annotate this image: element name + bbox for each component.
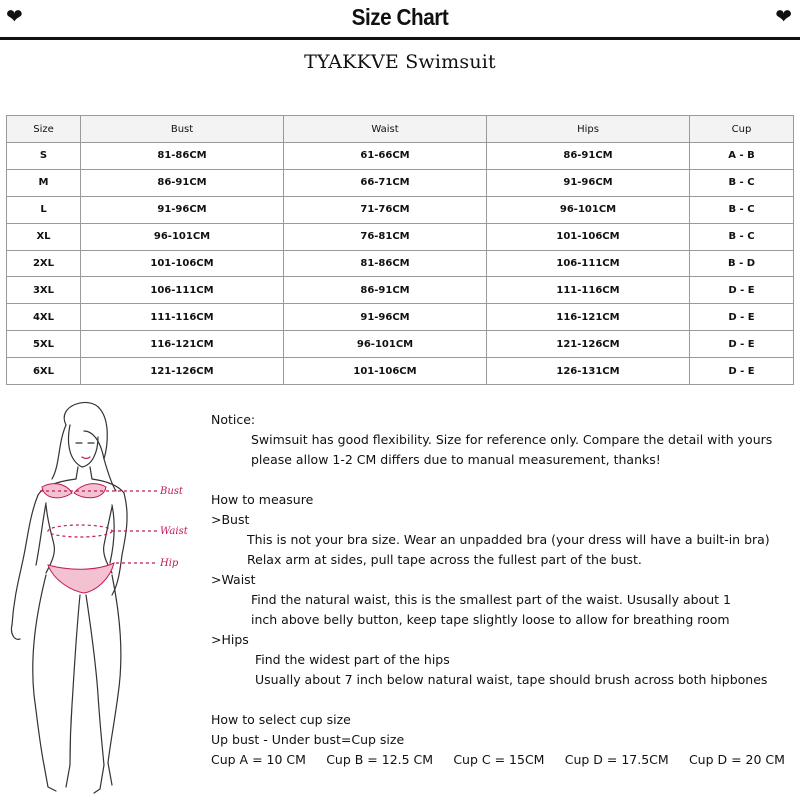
cup-size-item: Cup D = 17.5CM [564,752,669,767]
hips-cell: 126-131CM [487,358,690,385]
cup-size-item: Cup A = 10 CM [211,752,306,767]
bust-instruction: Relax arm at sides, pull tape across the fullest part of the bust. [247,552,642,567]
table-row [7,277,794,304]
measurement-figure-illustration [0,395,205,800]
hips-cell: 101-106CM [487,223,690,250]
table-row [7,331,794,358]
waist-cell: 91-96CM [284,304,487,331]
column-header-hips: Hips [487,116,690,143]
bust-cell: 111-116CM [81,304,284,331]
measure-heading: How to measure [211,492,314,507]
size-cell: 3XL [7,277,81,304]
waist-cell: 96-101CM [284,331,487,358]
cup-size-item: Cup B = 12.5 CM [326,752,434,767]
cup-size-list [211,750,785,770]
hips-cell: 111-116CM [487,277,690,304]
size-cell: L [7,196,81,223]
cup-cell: B - C [690,223,794,250]
cup-cell: D - E [690,304,794,331]
table-row [7,169,794,196]
size-cell: S [7,143,81,170]
size-cell: M [7,169,81,196]
heart-icon: ❤ [775,4,792,28]
bust-cell: 86-91CM [81,169,284,196]
column-header-size: Size [7,116,81,143]
header [0,0,800,40]
waist-label: Waist [160,526,188,537]
bust-cell: 116-121CM [81,331,284,358]
column-header-bust: Bust [81,116,284,143]
waist-cell: 61-66CM [284,143,487,170]
bust-instruction: This is not your bra size. Wear an unpadded bra (your dress will have a built-in bra) [247,532,770,547]
cup-cell: D - E [690,277,794,304]
cup-size-item: Cup D = 20 CM [688,752,785,767]
table-row [7,358,794,385]
hips-cell: 106-111CM [487,250,690,277]
cup-size-item: Cup C = 15CM [453,752,545,767]
cup-cell: B - D [690,250,794,277]
hip-label: Hip [160,558,179,569]
table-row [7,304,794,331]
hips-cell: 86-91CM [487,143,690,170]
cup-select-heading: How to select cup size [211,712,351,727]
hips-cell: 91-96CM [487,169,690,196]
table-row [7,196,794,223]
table-row [7,143,794,170]
cup-formula: Up bust - Under bust=Cup size [211,732,405,747]
size-cell: 4XL [7,304,81,331]
bust-cell: 106-111CM [81,277,284,304]
bust-heading: >Bust [211,512,250,527]
notice-heading: Notice: [211,412,256,427]
bust-cell: 81-86CM [81,143,284,170]
table-row [7,223,794,250]
cup-cell: A - B [690,143,794,170]
waist-cell: 66-71CM [284,169,487,196]
page-title: Size Chart [351,4,449,30]
cup-cell: D - E [690,358,794,385]
waist-heading: >Waist [211,572,256,587]
cup-cell: B - C [690,196,794,223]
hips-heading: >Hips [211,632,249,647]
header-divider [0,37,800,40]
waist-instruction: inch above belly button, keep tape slightly loose to allow for breathing room [251,612,730,627]
waist-cell: 101-106CM [284,358,487,385]
waist-cell: 81-86CM [284,250,487,277]
waist-cell: 71-76CM [284,196,487,223]
table-header-row [7,116,794,143]
bust-cell: 96-101CM [81,223,284,250]
size-table [6,115,794,385]
brand-name: TYAKKVE Swimsuit [304,51,496,73]
table-row [7,250,794,277]
size-cell: 5XL [7,331,81,358]
column-header-waist: Waist [284,116,487,143]
waist-cell: 86-91CM [284,277,487,304]
hips-instruction: Usually about 7 inch below natural waist, tape should brush across both hipbones [255,672,768,687]
bust-cell: 101-106CM [81,250,284,277]
instructions-panel [211,410,796,770]
cup-cell: D - E [690,331,794,358]
size-cell: XL [7,223,81,250]
hips-instruction: Find the widest part of the hips [255,652,450,667]
bust-cell: 121-126CM [81,358,284,385]
cup-cell: B - C [690,169,794,196]
size-cell: 2XL [7,250,81,277]
bust-cell: 91-96CM [81,196,284,223]
hips-cell: 116-121CM [487,304,690,331]
waist-cell: 76-81CM [284,223,487,250]
heart-icon: ❤ [6,4,23,28]
column-header-cup: Cup [690,116,794,143]
notice-line: please allow 1-2 CM differs due to manual measurement, thanks! [251,452,661,467]
hips-cell: 96-101CM [487,196,690,223]
hips-cell: 121-126CM [487,331,690,358]
bust-label: Bust [160,486,183,497]
waist-instruction: Find the natural waist, this is the smallest part of the waist. Ususally about 1 [251,592,731,607]
size-cell: 6XL [7,358,81,385]
notice-line: Swimsuit has good flexibility. Size for reference only. Compare the detail with yours [251,432,773,447]
